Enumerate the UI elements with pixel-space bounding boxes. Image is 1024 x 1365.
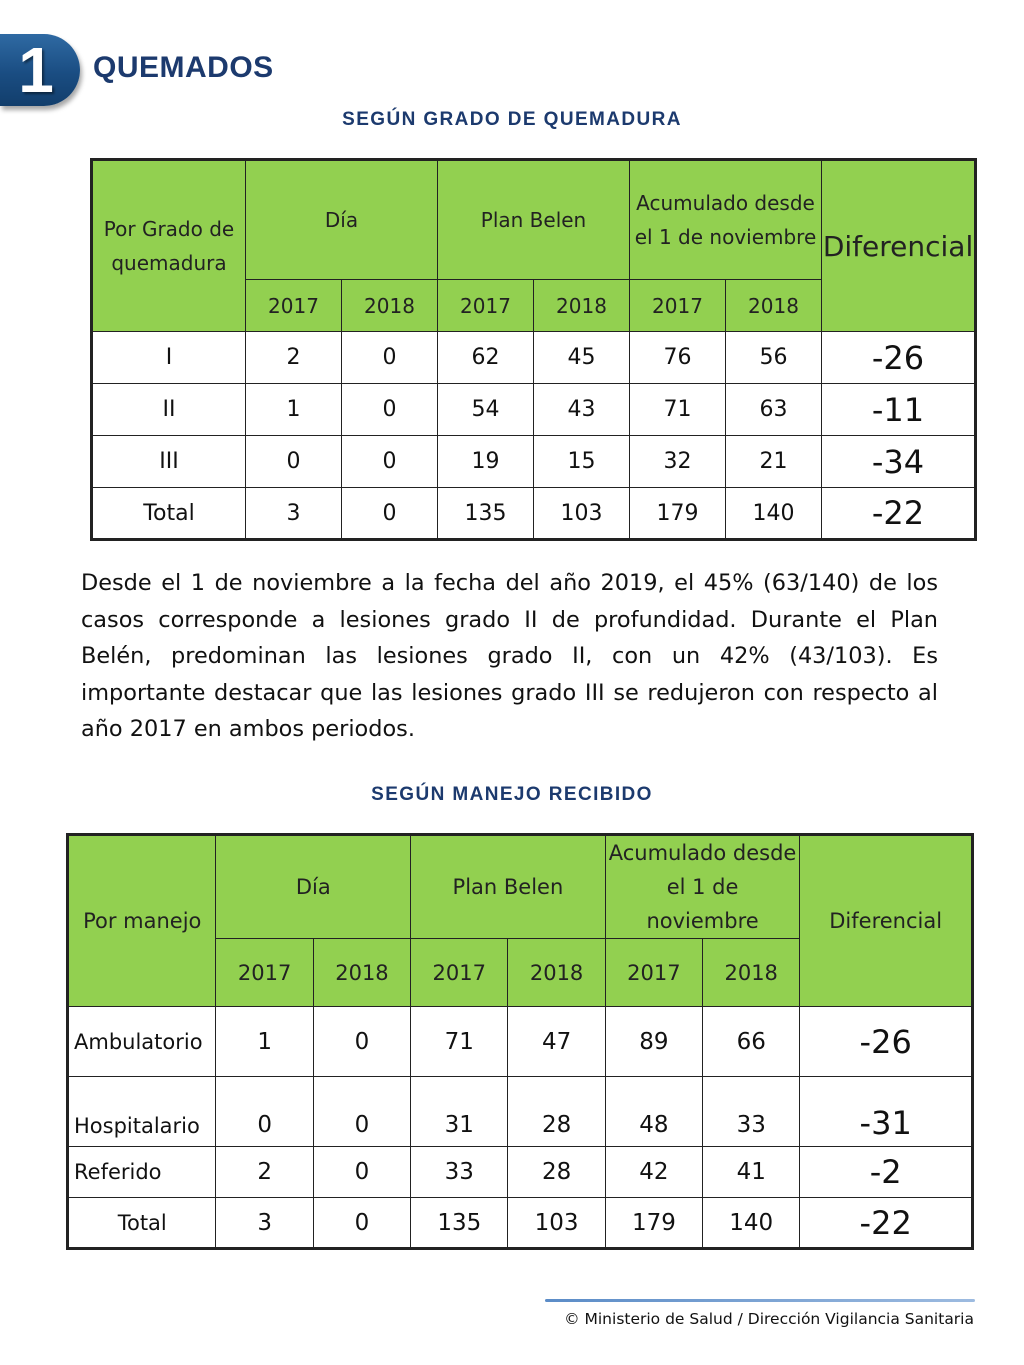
table-row [68,1077,973,1147]
cell: 63 [726,384,822,436]
cell: 19 [438,436,534,488]
cell: 103 [508,1198,605,1249]
row-label: Ambulatorio [68,1007,216,1077]
cell: 66 [703,1007,800,1077]
diferencial-cell: -11 [822,384,976,436]
cell: 0 [313,1198,410,1249]
cell: 54 [438,384,534,436]
cell: 71 [411,1007,508,1077]
group-header-dia: Día [246,160,438,280]
cell: 3 [246,488,342,540]
year-header: 2018 [726,280,822,332]
cell: 56 [726,332,822,384]
cell: 0 [342,488,438,540]
table2-subtitle: SEGÚN MANEJO RECIBIDO [371,784,653,805]
cell: 140 [703,1198,800,1249]
footer-divider [545,1299,975,1302]
row-label: I [92,332,246,384]
cell: 0 [246,436,342,488]
cell: 140 [726,488,822,540]
diferencial-cell: -26 [800,1007,973,1077]
cell: 0 [342,384,438,436]
cell: 15 [534,436,630,488]
cell: 71 [630,384,726,436]
cell: 103 [534,488,630,540]
year-header: 2017 [246,280,342,332]
row-header-label: Por Grado de quemadura [92,160,246,332]
cell: 0 [216,1077,313,1147]
cell: 0 [313,1147,410,1198]
year-header: 2018 [342,280,438,332]
diferencial-cell: -26 [822,332,976,384]
cell: 62 [438,332,534,384]
burn-degree-table [90,158,977,541]
management-table [66,833,974,1250]
cell: 45 [534,332,630,384]
group-header-dia: Día [216,835,411,939]
cell: 31 [411,1077,508,1147]
cell: 43 [534,384,630,436]
row-label: Hospitalario [68,1077,216,1147]
cell: 1 [246,384,342,436]
table-row-total [68,1198,973,1249]
diferencial-cell: -22 [800,1198,973,1249]
page-title: QUEMADOS [93,51,274,84]
cell: 0 [313,1007,410,1077]
row-label: Referido [68,1147,216,1198]
year-header: 2017 [438,280,534,332]
group-header-acumulado: Acumulado desde el 1 de noviembre [605,835,800,939]
cell: 47 [508,1007,605,1077]
year-header: 2018 [703,939,800,1007]
group-header-plan-belen: Plan Belen [411,835,606,939]
cell: 48 [605,1077,702,1147]
cell: 42 [605,1147,702,1198]
cell: 28 [508,1147,605,1198]
cell: 76 [630,332,726,384]
table-row [92,384,976,436]
diferencial-cell: -34 [822,436,976,488]
year-header: 2018 [508,939,605,1007]
cell: 33 [411,1147,508,1198]
cell: 0 [342,436,438,488]
cell: 3 [216,1198,313,1249]
diferencial-cell: -2 [800,1147,973,1198]
group-header-plan-belen: Plan Belen [438,160,630,280]
diferencial-cell: -31 [800,1077,973,1147]
section-number-badge [0,34,80,106]
cell: 2 [246,332,342,384]
table-row [92,332,976,384]
cell: 179 [605,1198,702,1249]
year-header: 2017 [630,280,726,332]
row-label: II [92,384,246,436]
cell: 28 [508,1077,605,1147]
year-header: 2017 [605,939,702,1007]
cell: 135 [411,1198,508,1249]
table-row [92,436,976,488]
table-row [68,1147,973,1198]
cell: 41 [703,1147,800,1198]
cell: 21 [726,436,822,488]
cell: 2 [216,1147,313,1198]
row-label: III [92,436,246,488]
cell: 0 [342,332,438,384]
cell: 179 [630,488,726,540]
year-header: 2017 [411,939,508,1007]
row-header-label: Por manejo [68,835,216,1007]
table-row [68,1007,973,1077]
cell: 89 [605,1007,702,1077]
summary-paragraph: Desde el 1 de noviembre a la fecha del año 2019, el 45% (63/140) de los casos corresponde a lesiones grado II de profundidad. Durante el Plan Belén, predominan las lesiones grado II, con un 42% (43/103). Es importante destacar que las lesiones grado III se redujeron con respecto al año 2017 en ambos periodos. [81,570,938,742]
row-label: Total [68,1198,216,1249]
cell: 1 [216,1007,313,1077]
section-number: 1 [18,34,54,106]
cell: 32 [630,436,726,488]
cell: 135 [438,488,534,540]
group-header-acumulado: Acumulado desde el 1 de noviembre [630,160,822,280]
table-row-total [92,488,976,540]
footer-copyright: © Ministerio de Salud / Dirección Vigilancia Sanitaria [564,1310,974,1328]
cell: 33 [703,1077,800,1147]
cell: 0 [313,1077,410,1147]
year-header: 2018 [534,280,630,332]
diferencial-header: Diferencial [822,160,976,332]
diferencial-header: Diferencial [800,835,973,1007]
row-label: Total [92,488,246,540]
year-header: 2017 [216,939,313,1007]
year-header: 2018 [313,939,410,1007]
diferencial-cell: -22 [822,488,976,540]
table1-subtitle: SEGÚN GRADO DE QUEMADURA [342,109,682,130]
